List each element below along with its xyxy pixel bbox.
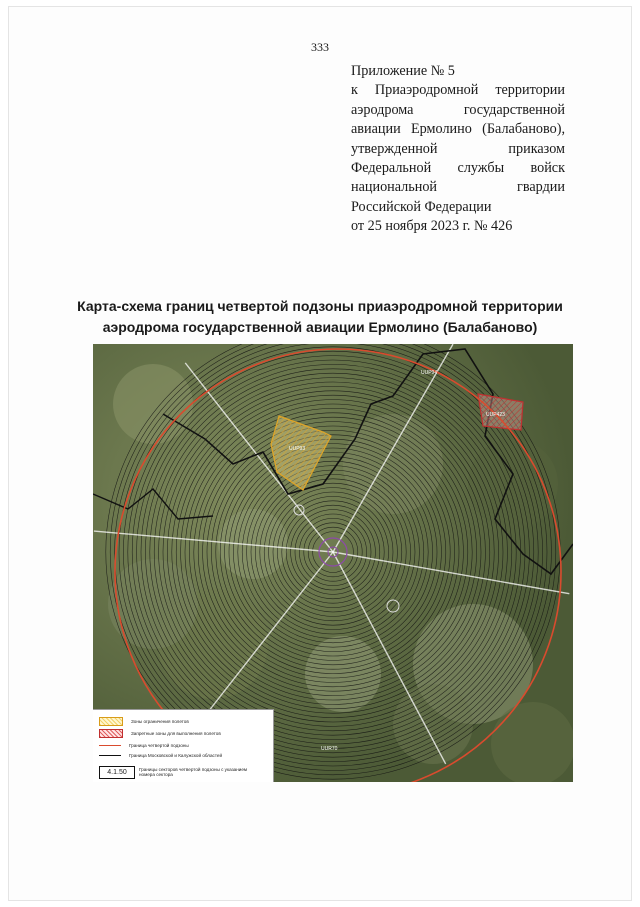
appendix-line [351, 140, 565, 159]
appendix-word: Приаэродромной [374, 82, 479, 99]
legend-text: Граница четвертой подзоны [129, 742, 189, 748]
appendix-word: государственной [463, 101, 565, 118]
map-scheme[interactable] [93, 344, 573, 782]
zone-label: UUP93 [289, 446, 306, 452]
appendix-word: авиации [351, 121, 401, 138]
appendix-block [351, 62, 565, 237]
legend-item [99, 716, 189, 726]
map-title-line: аэродрома государственной авиации Ермолино (Балабаново) [102, 319, 538, 335]
appendix-line: Российской Федерации [351, 198, 492, 215]
subzone-boundary-swatch [99, 742, 121, 749]
appendix-word: национальной [351, 179, 438, 196]
appendix-line [351, 101, 565, 120]
terrain-patch [305, 636, 381, 712]
appendix-word: гвардии [517, 179, 565, 196]
prohibited-zone-swatch [99, 729, 123, 738]
legend-text: Зоны ограничения полетов [131, 718, 189, 724]
region-boundary-swatch [99, 752, 121, 759]
appendix-line [351, 159, 565, 178]
appendix-word: к [351, 82, 358, 99]
legend-item [99, 728, 221, 738]
map-title [70, 296, 570, 338]
sector-label-swatch: 4.1.50 [99, 766, 135, 779]
legend-item [99, 750, 222, 760]
appendix-line [351, 178, 565, 197]
appendix-word: службы [457, 160, 505, 177]
appendix-word: Федеральной [351, 160, 432, 177]
appendix-line [351, 81, 565, 100]
restriction-zone-swatch [99, 717, 123, 726]
appendix-word: территории [495, 82, 565, 99]
appendix-line: от 25 ноября 2023 г. № 426 [351, 218, 513, 235]
legend-text: Запретные зоны для выполнения полетов [131, 730, 221, 736]
legend-item [99, 740, 189, 750]
page-number: 333 [311, 40, 329, 54]
zone-label: UUP423 [486, 412, 505, 418]
appendix-word: утвержденной [351, 140, 438, 157]
legend-text: Граница Московской и Калужской областей [129, 752, 223, 758]
appendix-line [351, 120, 565, 139]
legend-item [99, 765, 259, 779]
appendix-word: аэродрома [351, 101, 414, 118]
appendix-word: приказом [508, 140, 565, 157]
zone-label: UUR70 [321, 746, 338, 752]
appendix-word: (Балабаново), [482, 121, 565, 138]
map-legend [93, 709, 274, 782]
legend-text: Границы секторов четвертой подзоны с указанием номера сектора [139, 766, 248, 777]
terrain-patch [113, 364, 193, 444]
zone-label: UUP94 [421, 370, 438, 376]
terrain-patch [343, 414, 443, 514]
appendix-line: Приложение № 5 [351, 63, 455, 79]
map-title-line: Карта-схема границ четвертой подзоны приаэродромной территории [77, 298, 563, 314]
appendix-word: Ермолино [411, 121, 472, 138]
appendix-word: войск [530, 160, 565, 177]
